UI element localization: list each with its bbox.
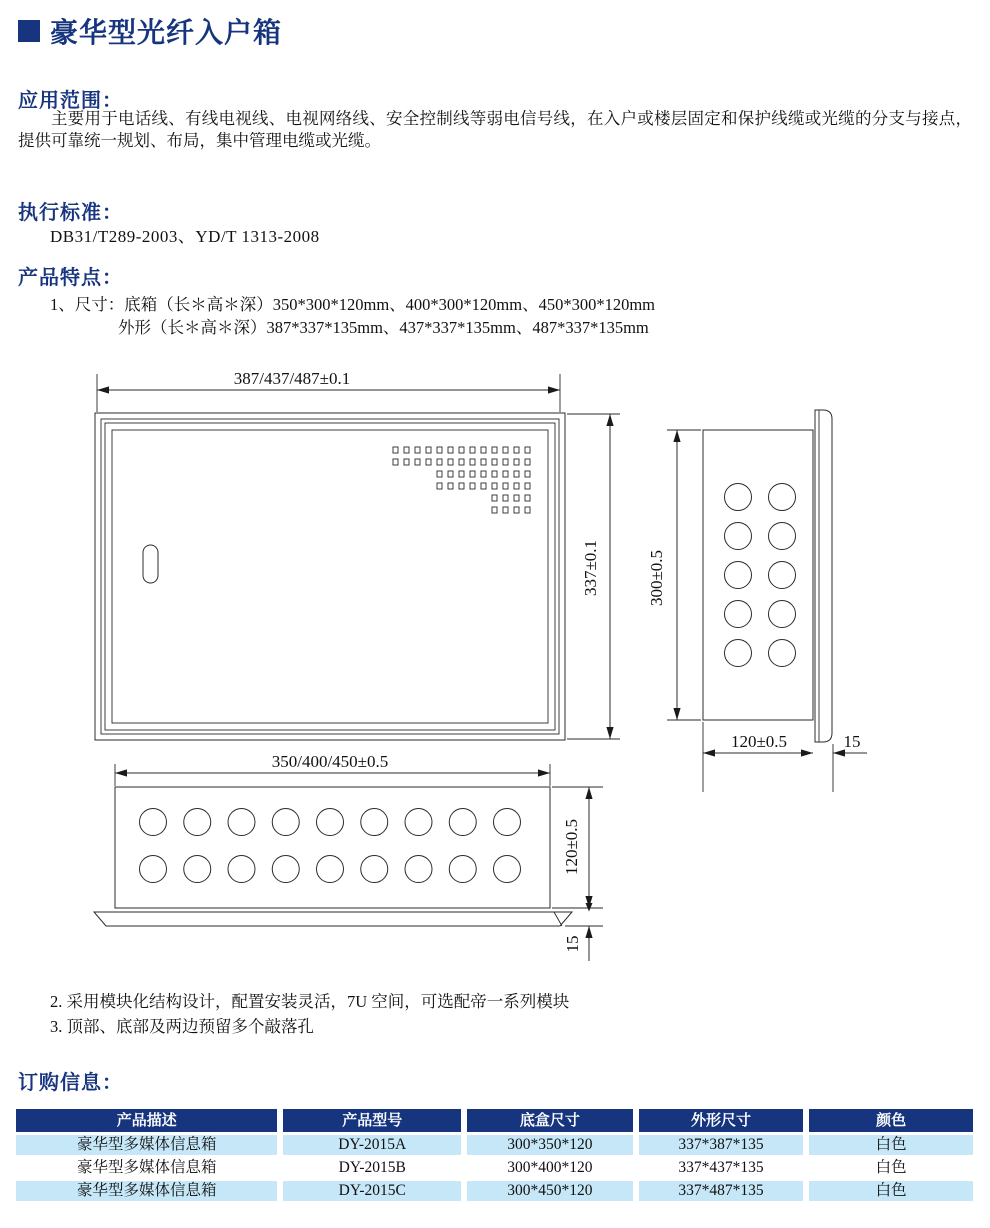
bottom-knockout-holes <box>140 809 521 883</box>
dim-bottom-width: 350/400/450±0.5 <box>271 752 389 771</box>
feature-item-2: 2. 采用模块化结构设计，配置安装灵活，7U 空间，可选配帝一系列模块 <box>50 992 570 1011</box>
ordering-table <box>16 1109 973 1201</box>
table-cell: 白色 <box>809 1135 973 1155</box>
application-paragraph: 主要用于电话线、有线电视线、电视网络线、安全控制线等弱电信号线，在入户或楼层固定和保护线缆或光缆的分支与接点，提供可靠统一规划、布局，集中管理电缆或光缆。 <box>18 109 972 150</box>
section-heading-application: 应用范围： <box>18 90 123 112</box>
dim-bottom-depth: 120±0.5 <box>562 818 581 876</box>
door-panel <box>815 410 832 742</box>
table-cell: 300*450*120 <box>467 1181 633 1201</box>
table-cell: DY-2015A <box>283 1135 461 1155</box>
table-cell: 337*487*135 <box>639 1181 804 1201</box>
table-cell: 300*350*120 <box>467 1135 633 1155</box>
table-cell: 豪华型多媒体信息箱 <box>16 1158 277 1178</box>
table-cell: 337*387*135 <box>639 1135 804 1155</box>
dim-side-depth: 120±0.5 <box>730 732 788 751</box>
table-cell: 豪华型多媒体信息箱 <box>16 1135 277 1155</box>
feature-item-1-line1: 1、尺寸：底箱（长＊高＊深）350*300*120mm、400*300*120mm、450*300*120mm <box>50 295 656 314</box>
bottom-flange <box>94 912 572 926</box>
table-header-cell: 底盒尺寸 <box>467 1109 633 1132</box>
section-heading-ordering: 订购信息： <box>18 1072 123 1094</box>
side-knockout-holes <box>725 484 796 667</box>
page-title: 豪华型光纤入户箱 <box>50 17 283 48</box>
table-header-cell: 颜色 <box>809 1109 973 1132</box>
table-header-cell: 外形尺寸 <box>639 1109 804 1132</box>
table-cell: 白色 <box>809 1181 973 1201</box>
table-cell: 豪华型多媒体信息箱 <box>16 1181 277 1201</box>
table-cell: 300*400*120 <box>467 1158 633 1178</box>
dim-side-height: 300±0.5 <box>647 549 666 607</box>
table-cell: 337*437*135 <box>639 1158 804 1178</box>
standards-line: DB31/T289-2003、YD/T 1313-2008 <box>50 227 320 246</box>
dim-front-width: 387/437/487±0.1 <box>233 369 351 388</box>
door-handle-slot <box>143 545 158 583</box>
side-view <box>647 410 867 792</box>
technical-drawing <box>60 360 940 970</box>
dim-front-height: 337±0.1 <box>581 539 600 597</box>
table-header-cell: 产品型号 <box>283 1109 461 1132</box>
feature-item-3: 3. 顶部、底部及两边预留多个敲落孔 <box>50 1017 314 1036</box>
dim-side-door: 15 <box>843 732 861 751</box>
title-square-bullet-icon <box>18 20 40 42</box>
section-heading-standards: 执行标准： <box>18 202 123 224</box>
bottom-view <box>94 752 603 961</box>
title-block <box>18 11 282 51</box>
front-view <box>95 369 620 740</box>
table-cell: DY-2015C <box>283 1181 461 1201</box>
section-heading-features: 产品特点： <box>18 267 123 289</box>
table-cell: 白色 <box>809 1158 973 1178</box>
table-header-cell: 产品描述 <box>16 1109 277 1132</box>
feature-item-1-line2: 外形（长＊高＊深）387*337*135mm、437*337*135mm、487*337*135mm <box>118 318 649 337</box>
dim-bottom-flange: 15 <box>563 935 582 953</box>
table-cell: DY-2015B <box>283 1158 461 1178</box>
vent-holes <box>393 447 530 513</box>
